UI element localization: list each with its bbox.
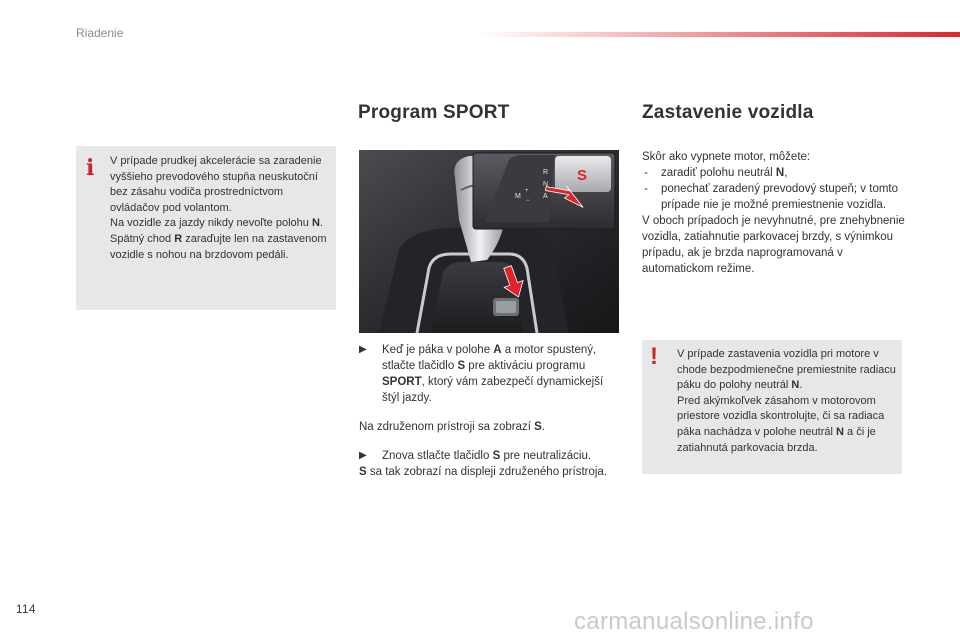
svg-text:+: +	[525, 188, 529, 194]
info-box	[76, 146, 336, 310]
warning-text-1: V prípade zastavenia vozidla pri motore v chode bezpodmienečne premiestnite radiacu páku do polohy neutrál N.	[677, 348, 896, 392]
svg-text:−: −	[526, 198, 530, 204]
inset-label-n: N	[543, 181, 549, 188]
info-text-3: Spätný chod R zaraďujte len na zastavenom vozidle s nohou na brzdovom pedáli.	[110, 232, 327, 261]
stop-heading: Zastavenie vozidla	[642, 102, 814, 123]
stop-option-1: - zaradiť polohu neutrál N,	[644, 167, 788, 179]
info-box-text	[110, 154, 332, 263]
stop-intro: Skôr ako vypnete motor, môžete:	[642, 151, 811, 163]
bullet-arrow-icon: ▶	[359, 450, 367, 461]
watermark: carmanualsonline.info	[574, 608, 814, 635]
header-accent-bar	[478, 32, 960, 37]
inset-label-r: R	[543, 169, 549, 176]
sport-body	[359, 342, 623, 480]
page-number: 114	[16, 604, 36, 616]
sport-display-note: Na združenom prístroji sa zobrazí S.	[359, 421, 545, 433]
gear-lever-photo	[359, 150, 619, 333]
sport-heading: Program SPORT	[358, 102, 510, 123]
warning-box	[642, 340, 902, 474]
exclamation-icon: !	[650, 343, 658, 370]
section-title: Riadenie	[76, 26, 124, 40]
bullet-arrow-icon: ▶	[359, 344, 367, 355]
info-icon: i	[86, 155, 95, 181]
inset-label-s: S	[577, 167, 588, 184]
info-text-2: Na vozidle za jazdy nikdy nevoľte polohu N.	[110, 217, 323, 230]
stop-paragraph: V oboch prípadoch je nevyhnutné, pre znehybnenie vozidla, zatiahnutie parkovacej brzdy, s výnimkou prípadu, ak je brzda naprogramovaná v automatickom režime.	[642, 215, 905, 275]
sport-step-1: ▶ Keď je páka v polohe A a motor spustený, stlačte tlačidlo S pre aktiváciu programu SPORT, ktorý vám zabezpečí dynamickejší štýl jazdy.	[359, 344, 604, 404]
sport-off-note: S sa tak zobrazí na displeji združeného prístroja.	[359, 466, 608, 478]
stop-option-2: - ponechať zaradený prevodový stupeň; v tomto prípade nie je možné premiestnenie vozidla.	[644, 183, 899, 211]
inset-label-m: M	[515, 193, 521, 200]
sport-step-2: ▶ Znova stlačte tlačidlo S pre neutralizáciu.	[359, 450, 592, 462]
stop-body	[642, 149, 910, 277]
info-text-1: V prípade prudkej akcelerácie sa zaradenie vyššieho prevodového stupňa neuskutoční bez zásahu vodiča prostredníctvom ovládačov pod volantom.	[110, 155, 322, 214]
warning-box-text	[677, 347, 899, 456]
inset-label-a: A	[543, 193, 548, 200]
warning-text-2: Pred akýmkoľvek zásahom v motorovom priestore vozidla skontrolujte, či sa radiaca páka nachádza v polohe neutrál N a či je zatiahnutá parkovacia brzda.	[677, 394, 885, 454]
